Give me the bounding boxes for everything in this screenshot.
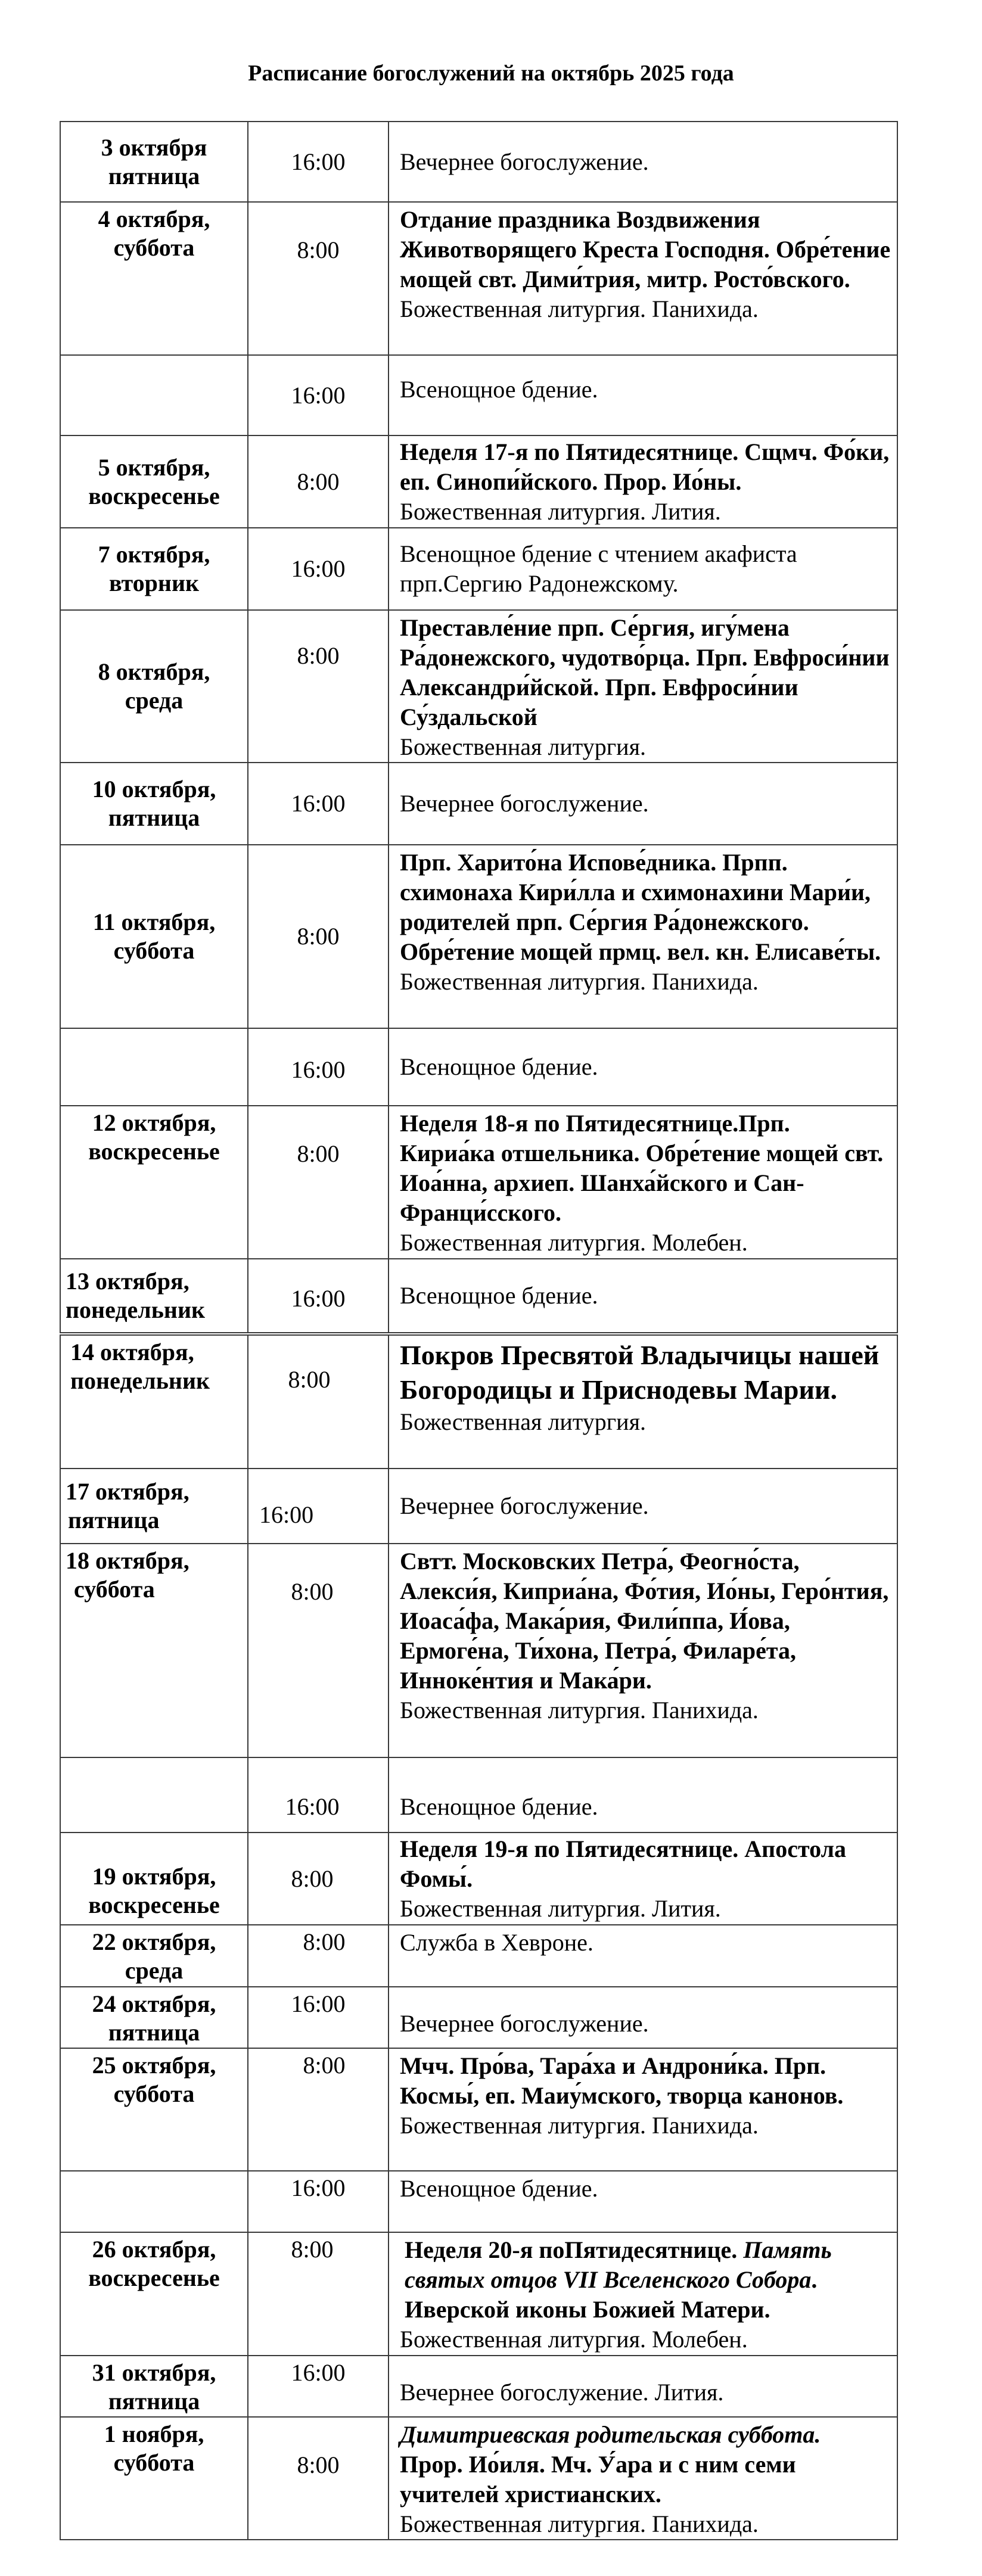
date-cell <box>60 1334 248 1469</box>
service: Божественная литургия. Панихида. <box>400 968 759 995</box>
time-cell <box>248 1028 389 1106</box>
date: 4 октября, <box>98 206 210 232</box>
date-cell <box>60 1259 248 1334</box>
event-cell <box>389 1757 897 1833</box>
event-cell <box>389 355 897 435</box>
date-cell <box>60 1106 248 1259</box>
date: 24 октября, <box>92 1990 216 2017</box>
time: 8:00 <box>303 1928 346 1955</box>
time-cell <box>248 1469 389 1544</box>
schedule-row <box>60 2417 897 2540</box>
time-cell <box>248 1925 389 1987</box>
schedule-table <box>60 121 898 2540</box>
service: Вечернее богослужение. <box>400 2009 649 2037</box>
service: Божественная литургия. Молебен. <box>400 2326 748 2353</box>
time-cell <box>248 610 389 763</box>
date-cell <box>60 1925 248 1987</box>
feast: Неделя 19-я по Пятидесятнице. Апостола Фомы́. <box>400 1835 847 1892</box>
time-cell: 16:00 <box>248 763 389 845</box>
feast: Неделя 18-я по Пятидесятнице.Прп. Кириа́ка отшельника. Обре́тение мощей свт. Иоа́нна, архиеп. Шанха́йского и Сан-Франци́сского. <box>400 1110 884 1226</box>
weekday: среда <box>125 1957 184 1984</box>
date: 7 октября, <box>98 541 210 568</box>
date-cell <box>60 1469 248 1544</box>
weekday: пятница <box>108 2019 200 2046</box>
date: 13 октября, <box>66 1268 189 1295</box>
service: Божественная литургия. Лития. <box>400 1894 721 1922</box>
time-cell <box>248 202 389 355</box>
schedule-row <box>60 1028 897 1106</box>
time-cell <box>248 1106 389 1259</box>
weekday: воскресенье <box>88 1138 220 1165</box>
date-cell <box>60 528 248 610</box>
event-cell <box>389 122 897 202</box>
time-cell: 16:00 <box>248 528 389 610</box>
weekday: пятница <box>68 1507 160 1533</box>
date: 25 октября, <box>92 2052 216 2079</box>
service: Всенощное бдение. <box>400 1053 598 1080</box>
date: 26 октября, <box>92 2236 216 2263</box>
schedule-row <box>60 1334 897 1469</box>
event-cell <box>389 2356 897 2417</box>
service: Божественная литургия. Лития. <box>400 497 721 525</box>
schedule-row <box>60 202 897 355</box>
time: 8:00 <box>288 1366 331 1393</box>
time-cell <box>248 1757 389 1833</box>
weekday: пятница <box>108 162 200 189</box>
date: 1 ноября, <box>104 2421 204 2447</box>
date-cell <box>60 2417 248 2540</box>
feast-italic: Димитриевская родительская суббота. <box>400 2421 821 2448</box>
time: 8:00 <box>291 1578 334 1605</box>
time-cell: 16:00 <box>248 355 389 435</box>
service: Божественная литургия. Панихида. <box>400 2510 759 2537</box>
schedule-row <box>60 2356 897 2417</box>
event-cell <box>389 1106 897 1259</box>
date-cell-empty <box>60 355 248 435</box>
date-cell <box>60 122 248 202</box>
date: 19 октября, <box>92 1862 216 1890</box>
event-cell <box>389 845 897 1028</box>
event-cell <box>389 2232 897 2356</box>
date-cell <box>60 845 248 1028</box>
weekday: суббота <box>113 2449 195 2476</box>
date: 12 октября, <box>92 1109 216 1136</box>
weekday: суббота <box>74 1576 155 1603</box>
schedule-row <box>60 763 897 845</box>
time: 8:00 <box>297 642 340 669</box>
event-cell <box>389 2417 897 2540</box>
event-cell <box>389 1544 897 1757</box>
feast: Прор. Ио́иля. Мч. У́ара и с ним семи учителей христианских. <box>400 2451 796 2507</box>
weekday: понедельник <box>66 1296 206 1323</box>
feast: Свтт. Московских Петра́, Феогно́ста, Алекси́я, Киприа́на, Фо́тия, Ио́ны, Геро́нтия, Иоаса́фа, Мака́рия, Фили́ппа, И́ова, Ермоге́на, Ти́хона, Петра́, Филаре́та, Иннoке́нтия и Мака́ри. <box>400 1548 889 1694</box>
schedule-row <box>60 845 897 1028</box>
schedule-row <box>60 122 897 202</box>
feast: Прп. Харито́на Испове́дника. Прпп. схимонаха Кири́лла и схимонахини Мари́и, родителей прп. Се́ргия Ра́донежского. Обре́тение мощей прмц. вел. кн. Елисаве́ты. <box>400 849 881 965</box>
date: 10 октября, <box>92 776 216 802</box>
feast-continued: . Иверской иконы Божией Матери. <box>405 2266 818 2323</box>
time-cell: 16:00 <box>248 2171 389 2232</box>
date-cell <box>60 2356 248 2417</box>
event-cell <box>389 763 897 845</box>
service: Вечернее богослужение. <box>400 1492 649 1519</box>
time: 16:00 <box>291 1056 346 1083</box>
time-cell <box>248 2417 389 2540</box>
date: 14 октября, <box>70 1339 194 1365</box>
weekday: пятница <box>108 804 200 831</box>
event-cell <box>389 1987 897 2048</box>
service: Всенощное бдение с чтением акафиста прп.Сергию Радонежскому. <box>400 540 797 597</box>
date: 18 октября, <box>66 1547 189 1574</box>
date: 8 октября, <box>98 658 210 685</box>
service: Божественная литургия. Панихида. <box>400 2112 759 2139</box>
time: 16:00 <box>291 1285 346 1312</box>
time: 8:00 <box>297 2451 340 2478</box>
service: Вечернее богослужение. <box>400 790 649 817</box>
event-cell <box>389 1028 897 1106</box>
date-cell <box>60 1544 248 1757</box>
schedule-row <box>60 435 897 528</box>
time-cell: 16:00 <box>248 2356 389 2417</box>
date-cell-empty <box>60 1757 248 1833</box>
time: 16:00 <box>285 1793 340 1820</box>
event-cell <box>389 1833 897 1925</box>
time: 8:00 <box>291 1865 334 1892</box>
weekday: среда <box>125 687 184 714</box>
service: Всенощное бдение. <box>400 1793 598 1820</box>
event-cell <box>389 610 897 763</box>
event-cell <box>389 1259 897 1334</box>
date: 3 октября <box>101 133 207 161</box>
feast: Отдание праздника Воздвижения Животворящего Креста Господня. Обре́тение мощей свт. Дими́трия, митр. Росто́вского. <box>400 206 891 293</box>
date-cell <box>60 610 248 763</box>
feast: Преставле́ние прп. Се́ргия, игу́мена Ра́донежского, чудотво́рца. Прп. Евфроси́нии Александри́йской. Прп. Евфроси́нии Су́здальской <box>400 614 890 730</box>
schedule-row <box>60 2171 897 2232</box>
schedule-row <box>60 1106 897 1259</box>
service: Всенощное бдение. <box>400 1282 598 1309</box>
weekday: суббота <box>113 2080 195 2107</box>
schedule-row <box>60 1925 897 1987</box>
schedule-row <box>60 1757 897 1833</box>
feast: Покров Пресвятой Владычицы нашей Богородицы и Приснодевы Марии. <box>400 1340 880 1405</box>
weekday: пятница <box>108 2388 200 2415</box>
date: 11 октября, <box>92 909 216 935</box>
schedule-row <box>60 528 897 610</box>
service: Служба в Хевроне. <box>400 1929 593 1956</box>
time: 8:00 <box>303 2052 346 2079</box>
date: 31 октября, <box>92 2359 216 2386</box>
time-cell <box>248 1334 389 1469</box>
time: 8:00 <box>297 1140 340 1167</box>
schedule-row <box>60 1469 897 1544</box>
feast: Неделя 17-я по Пятидесятнице. Сщмч. Фо́ки, еп. Синопи́йского. Прор. Ио́ны. <box>400 438 890 495</box>
event-cell <box>389 2171 897 2232</box>
schedule-row <box>60 610 897 763</box>
weekday: суббота <box>113 234 195 261</box>
time-cell: 8:00 <box>248 435 389 528</box>
page-title: Расписание богослужений на октябрь 2025 года <box>248 61 734 86</box>
time-cell <box>248 1833 389 1925</box>
time-cell <box>248 2048 389 2171</box>
date-cell <box>60 1987 248 2048</box>
time-cell <box>248 1544 389 1757</box>
time-cell: 16:00 <box>248 1987 389 2048</box>
date-cell <box>60 763 248 845</box>
time: 16:00 <box>259 1501 314 1528</box>
date: 17 октября, <box>66 1478 189 1505</box>
time: 8:00 <box>297 237 340 263</box>
service: Всенощное бдение. <box>400 375 598 403</box>
date-cell <box>60 202 248 355</box>
weekday: воскресенье <box>88 1891 220 1918</box>
date-cell <box>60 2232 248 2356</box>
feast: Неделя 20-я поПятидесятнице. <box>405 2236 738 2263</box>
date-cell <box>60 2048 248 2171</box>
feast-italic: Память святых отцов VII Вселенского Собора <box>405 2236 832 2293</box>
date-cell <box>60 435 248 528</box>
service: Божественная литургия. <box>400 1408 646 1435</box>
schedule-row <box>60 1259 897 1334</box>
schedule-row <box>60 2232 897 2356</box>
weekday: воскресенье <box>88 482 220 509</box>
feast: Мчч. Про́ва, Тара́ха и Андрони́ка. Прп. Космы́, еп. Маиу́мского, творца канонов. <box>400 2052 844 2109</box>
weekday: понедельник <box>70 1367 210 1394</box>
event-cell <box>389 1469 897 1544</box>
time: 8:00 <box>291 2236 334 2263</box>
schedule-row <box>60 2048 897 2171</box>
event-cell <box>389 1925 897 1987</box>
schedule-row <box>60 1833 897 1925</box>
time-cell: 8:00 <box>248 845 389 1028</box>
event-cell <box>389 435 897 528</box>
event-cell <box>389 2048 897 2171</box>
schedule-row <box>60 355 897 435</box>
weekday: суббота <box>113 937 195 964</box>
event-cell <box>389 202 897 355</box>
service: Божественная литургия. Панихида. <box>400 1697 759 1723</box>
date: 5 октября, <box>98 453 210 481</box>
time-cell: 16:00 <box>248 122 389 202</box>
service: Божественная литургия. Молебен. <box>400 1229 748 1256</box>
date: 22 октября, <box>92 1928 216 1955</box>
schedule-row <box>60 1987 897 2048</box>
date-cell-empty <box>60 1028 248 1106</box>
event-cell <box>389 1334 897 1469</box>
weekday: вторник <box>108 570 200 596</box>
weekday: воскресенье <box>88 2264 220 2291</box>
date-cell <box>60 1833 248 1925</box>
date-cell-empty <box>60 2171 248 2232</box>
time-cell <box>248 1259 389 1334</box>
service: Всенощное бдение. <box>400 2175 598 2202</box>
service: Божественная литургия. Панихида. <box>400 295 759 322</box>
service: Вечернее богослужение. <box>400 148 649 175</box>
time-cell <box>248 2232 389 2356</box>
service: Вечернее богослужение. Лития. <box>400 2378 724 2406</box>
event-cell <box>389 528 897 610</box>
schedule-row <box>60 1544 897 1757</box>
service: Божественная литургия. <box>400 733 646 760</box>
